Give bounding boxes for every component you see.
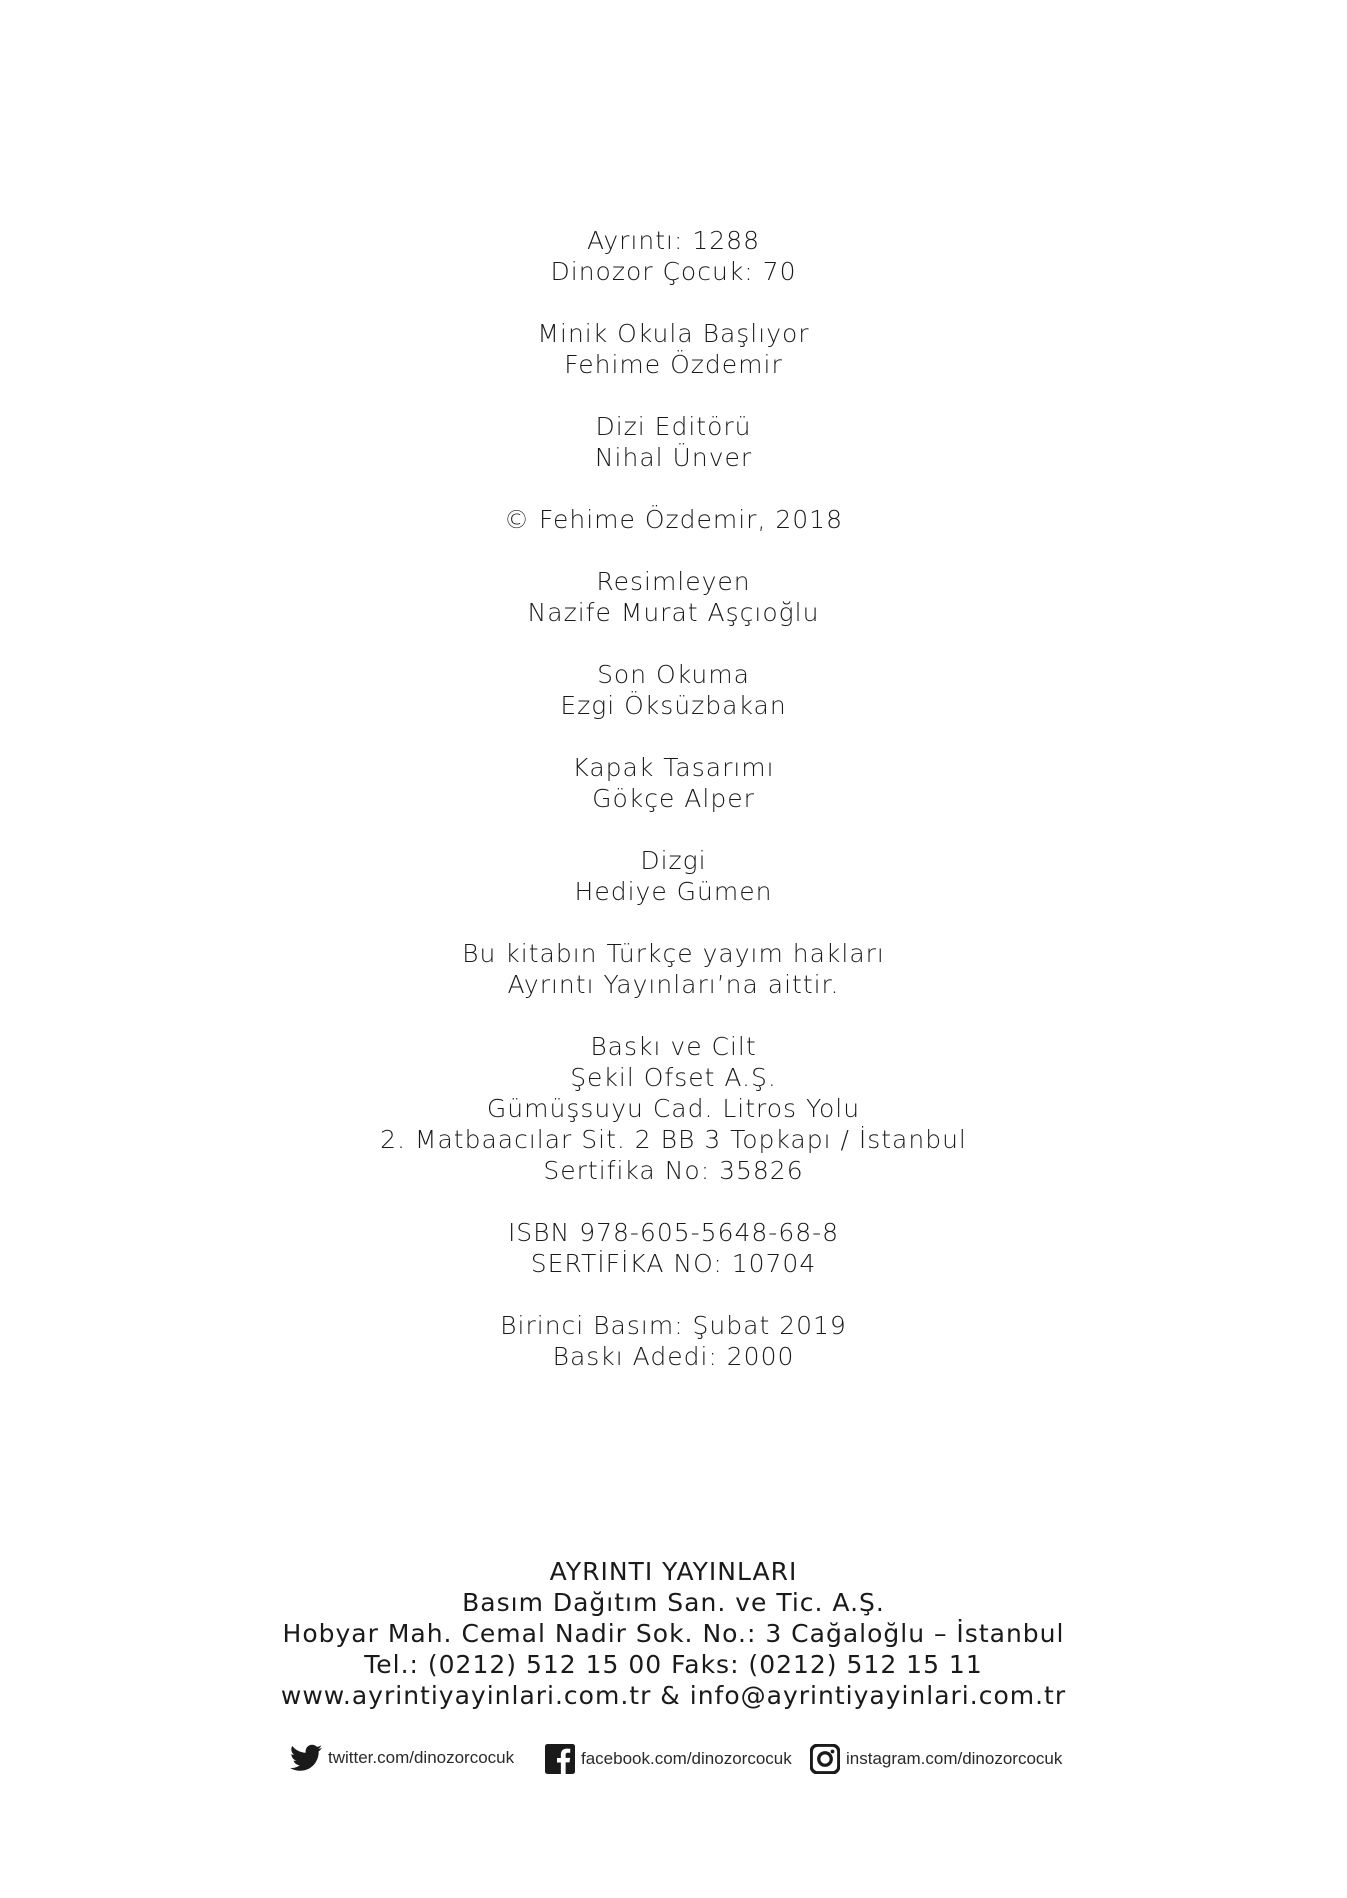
publisher-company: Basım Dağıtım San. ve Tic. A.Ş. bbox=[462, 1588, 885, 1617]
printer-name: Şekil Ofset A.Ş. bbox=[570, 1063, 777, 1092]
cover-design-block bbox=[0, 752, 1347, 814]
instagram-handle: instagram.com/dinozorcocuk bbox=[846, 1749, 1063, 1768]
isbn-block bbox=[0, 1217, 1347, 1279]
publisher-web[interactable]: www.ayrintiyayinlari.com.tr & info@ayrintiyayinlari.com.tr bbox=[280, 1681, 1067, 1710]
editor-name: Nihal Ünver bbox=[594, 443, 753, 472]
title-block bbox=[0, 318, 1347, 380]
illustrator-label: Resimleyen bbox=[596, 567, 751, 596]
printer-address-2: 2. Matbaacılar Sit. 2 BB 3 Topkapı / İstanbul bbox=[380, 1125, 967, 1154]
sub-series-number: Dinozor Çocuk: 70 bbox=[550, 257, 797, 286]
publisher-info bbox=[0, 1556, 1347, 1711]
cover-design-label: Kapak Tasarımı bbox=[572, 753, 775, 782]
series-block bbox=[0, 225, 1347, 287]
typesetting-label: Dizgi bbox=[640, 846, 707, 875]
facebook-handle: facebook.com/dinozorcocuk bbox=[581, 1749, 792, 1768]
editor-block bbox=[0, 411, 1347, 473]
editor-label: Dizi Editörü bbox=[595, 412, 752, 441]
publisher-name: AYRINTI YAYINLARI bbox=[549, 1557, 798, 1586]
twitter-icon bbox=[290, 1744, 322, 1772]
isbn: ISBN 978-605-5648-68-8 bbox=[507, 1218, 840, 1247]
typesetting-block bbox=[0, 845, 1347, 907]
social-links bbox=[0, 1744, 1347, 1780]
typesetting-name: Hediye Gümen bbox=[574, 877, 773, 906]
edition-date: Birinci Basım: Şubat 2019 bbox=[500, 1311, 847, 1340]
twitter-handle: twitter.com/dinozorcocuk bbox=[328, 1748, 515, 1767]
printing-block bbox=[0, 1031, 1347, 1186]
colophon bbox=[0, 225, 1347, 1403]
publisher-certificate: SERTİFİKA NO: 10704 bbox=[530, 1249, 817, 1278]
illustrator-block bbox=[0, 566, 1347, 628]
instagram-icon bbox=[810, 1744, 840, 1774]
copyright-notice: © Fehime Özdemir, 2018 bbox=[504, 505, 843, 534]
publisher-phone: Tel.: (0212) 512 15 00 Faks: (0212) 512 15 11 bbox=[364, 1650, 983, 1679]
copyright-block bbox=[0, 504, 1347, 535]
rights-line-1: Bu kitabın Türkçe yayım hakları bbox=[462, 939, 885, 968]
facebook-link[interactable] bbox=[545, 1744, 792, 1774]
book-title: Minik Okula Başlıyor bbox=[537, 319, 810, 348]
facebook-icon bbox=[545, 1744, 575, 1774]
printer-address-1: Gümüşsuyu Cad. Litros Yolu bbox=[486, 1094, 861, 1123]
publisher-address: Hobyar Mah. Cemal Nadir Sok. No.: 3 Cağaloğlu – İstanbul bbox=[282, 1619, 1065, 1648]
proofreading-block bbox=[0, 659, 1347, 721]
rights-block bbox=[0, 938, 1347, 1000]
printer-certificate: Sertifika No: 35826 bbox=[543, 1156, 804, 1185]
proofreading-label: Son Okuma bbox=[597, 660, 750, 689]
edition-block bbox=[0, 1310, 1347, 1372]
cover-design-name: Gökçe Alper bbox=[592, 784, 755, 813]
series-number: Ayrıntı: 1288 bbox=[586, 226, 760, 255]
twitter-link[interactable] bbox=[290, 1744, 514, 1772]
rights-line-2: Ayrıntı Yayınları’na aittir. bbox=[507, 970, 840, 999]
instagram-link[interactable] bbox=[810, 1744, 1062, 1774]
print-run: Baskı Adedi: 2000 bbox=[552, 1342, 795, 1371]
book-author: Fehime Özdemir bbox=[564, 350, 783, 379]
printing-label: Baskı ve Cilt bbox=[590, 1032, 757, 1061]
illustrator-name: Nazife Murat Aşçıoğlu bbox=[527, 598, 820, 627]
proofreading-name: Ezgi Öksüzbakan bbox=[560, 691, 787, 720]
